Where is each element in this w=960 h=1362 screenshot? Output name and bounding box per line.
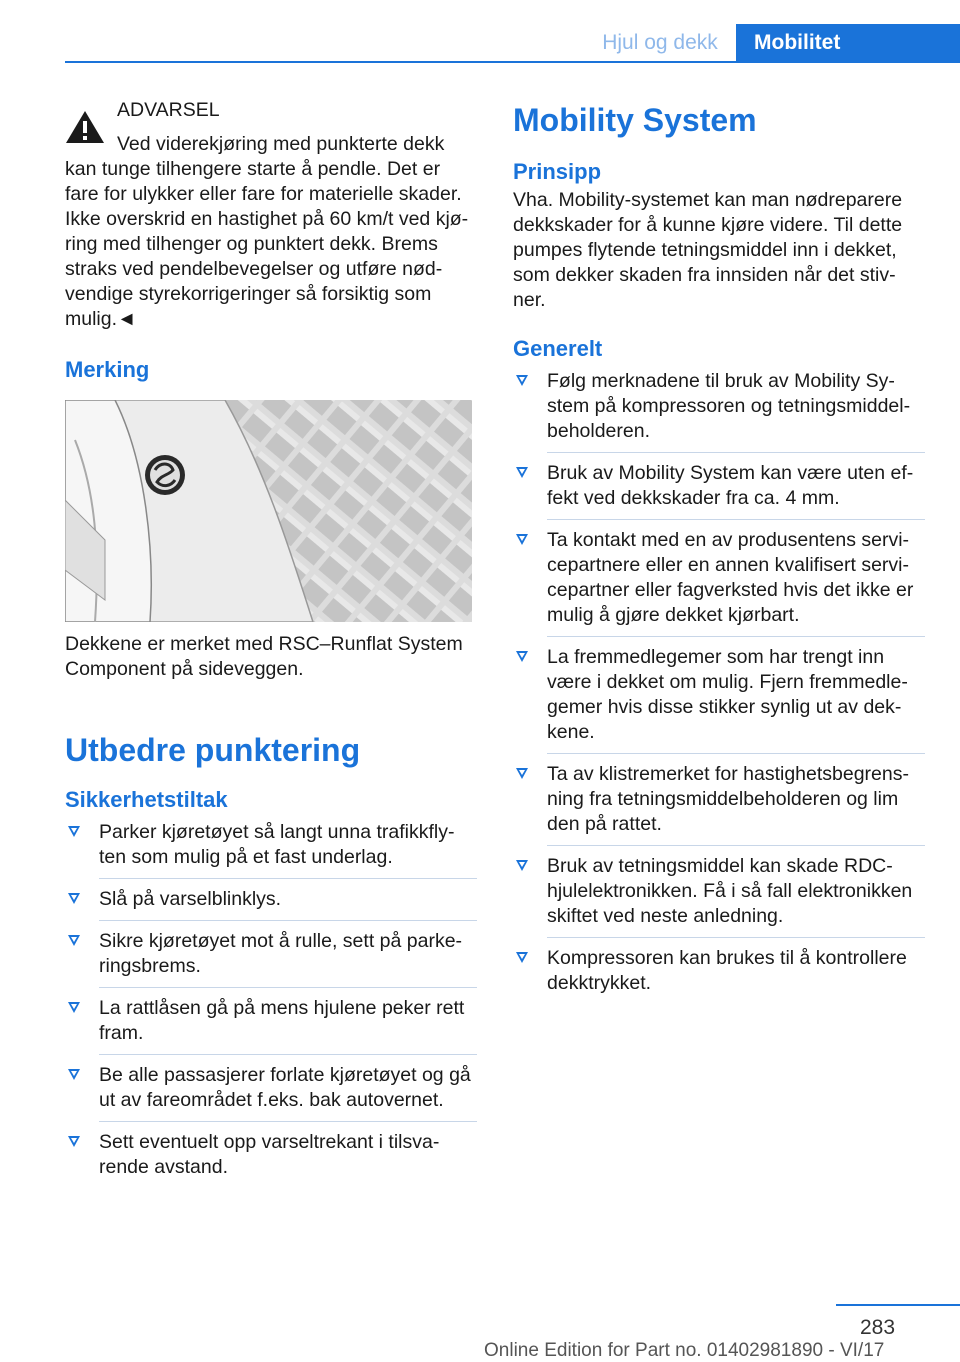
edition-footer: Online Edition for Part no. 01402981890 - VI/17 [484, 1340, 885, 1361]
triangle-bullet-icon [68, 1002, 80, 1013]
general-heading: Generelt [513, 336, 603, 361]
triangle-bullet-icon [68, 935, 80, 946]
list-item: Bruk av tetningsmiddel kan skade RDC-hjulelektronikken. Få i så fall elektronikken skiftet ved neste anledning. [513, 854, 925, 938]
item-divider [547, 519, 925, 520]
mobility-heading: Mobility System [513, 102, 757, 138]
item-divider [547, 753, 925, 754]
principle-heading: Prinsipp [513, 159, 602, 184]
list-item: Ta av klistremerket for hastighetsbegrens-ning fra tetningsmiddelbeholderen og lim den på rattet. [513, 762, 925, 846]
right-column [513, 98, 925, 996]
list-item: Ta kontakt med en av produsentens servi-cepartnere eller en annen kvalifisert servi-cepartner eller fagverksted hvis det ikke er mulig å gjøre dekket kjørbart. [513, 528, 925, 637]
item-divider [99, 1054, 477, 1055]
triangle-bullet-icon [516, 467, 528, 478]
item-divider [547, 636, 925, 637]
tire-marking-image [65, 400, 472, 622]
triangle-bullet-icon [516, 651, 528, 662]
item-divider [99, 920, 477, 921]
list-item: La fremmedlegemer som har trengt inn være i dekket om mulig. Fjern fremmedle-gemer hvis disse stikker synlig ut av dek-kene. [513, 645, 925, 754]
tab-section[interactable]: Mobilitet [736, 24, 960, 63]
triangle-bullet-icon [68, 1136, 80, 1147]
marking-heading: Merking [65, 357, 150, 382]
list-item: Parker kjøretøyet så langt unna trafikkfly-ten som mulig på et fast underlag. [65, 820, 477, 879]
list-item: Sikre kjøretøyet mot å rulle, sett på parke-ringsbrems. [65, 929, 477, 988]
left-column [65, 98, 477, 1180]
warning-box [65, 98, 477, 332]
item-divider [547, 845, 925, 846]
list-item: Sett eventuelt opp varseltrekant i tilsva-rende avstand. [65, 1130, 477, 1180]
marking-caption: Dekkene er merket med RSC–Runflat System Component på sideveggen. [65, 633, 463, 680]
triangle-bullet-icon [68, 1069, 80, 1080]
repair-heading: Utbedre punktering [65, 732, 361, 768]
list-item: La rattlåsen gå på mens hjulene peker rett fram. [65, 996, 477, 1055]
warning-title: ADVARSEL [117, 99, 220, 121]
item-divider [547, 937, 925, 938]
footer-rule [836, 1304, 960, 1306]
warning-text: kan tunge tilhengere starte å pendle. Det er fare for ulykker eller fare for materielle skader. Ikke overskrid en hastighet på 60 km/t ved kjø-ring med tilhenger og punktert dekk. Brems straks ved pendelbevegelser og utføre nød-vendige styrekorrigeringer så forsiktig som mulig.◄ [65, 158, 469, 330]
list-item: Be alle passasjerer forlate kjøretøyet og gå ut av fareområdet f.eks. bak autovernet. [65, 1063, 477, 1122]
list-item: Kompressoren kan brukes til å kontrollere dekktrykket. [513, 946, 925, 996]
warning-triangle-icon [65, 110, 105, 144]
general-list [513, 369, 925, 996]
header-rule [65, 61, 960, 63]
list-item: Bruk av Mobility System kan være uten ef-fekt ved dekkskader fra ca. 4 mm. [513, 461, 925, 520]
warning-first-line: Ved viderekjøring med punkterte dekk [117, 133, 445, 155]
triangle-bullet-icon [68, 826, 80, 837]
list-item: Følg merknadene til bruk av Mobility Sy-stem på kompressoren og tetningsmiddel-beholderen. [513, 369, 925, 453]
triangle-bullet-icon [516, 860, 528, 871]
principle-text: Vha. Mobility-systemet kan man nødreparere dekkskader for å kunne kjøre videre. Til dette pumpes flytende tetningsmiddel inn i dekket, som dekker skaden fra innsiden når det stiv-ner. [513, 189, 903, 311]
tab-chapter[interactable]: Hjul og dekk [602, 31, 718, 54]
safety-list [65, 820, 477, 1180]
item-divider [99, 987, 477, 988]
triangle-bullet-icon [516, 768, 528, 779]
page-number: 283 [860, 1316, 896, 1339]
triangle-bullet-icon [516, 534, 528, 545]
item-divider [99, 878, 477, 879]
triangle-bullet-icon [516, 375, 528, 386]
triangle-bullet-icon [68, 893, 80, 904]
triangle-bullet-icon [516, 952, 528, 963]
item-divider [99, 1121, 477, 1122]
safety-heading: Sikkerhetstiltak [65, 787, 228, 812]
list-item: Slå på varselblinklys. [65, 887, 477, 921]
item-divider [547, 452, 925, 453]
